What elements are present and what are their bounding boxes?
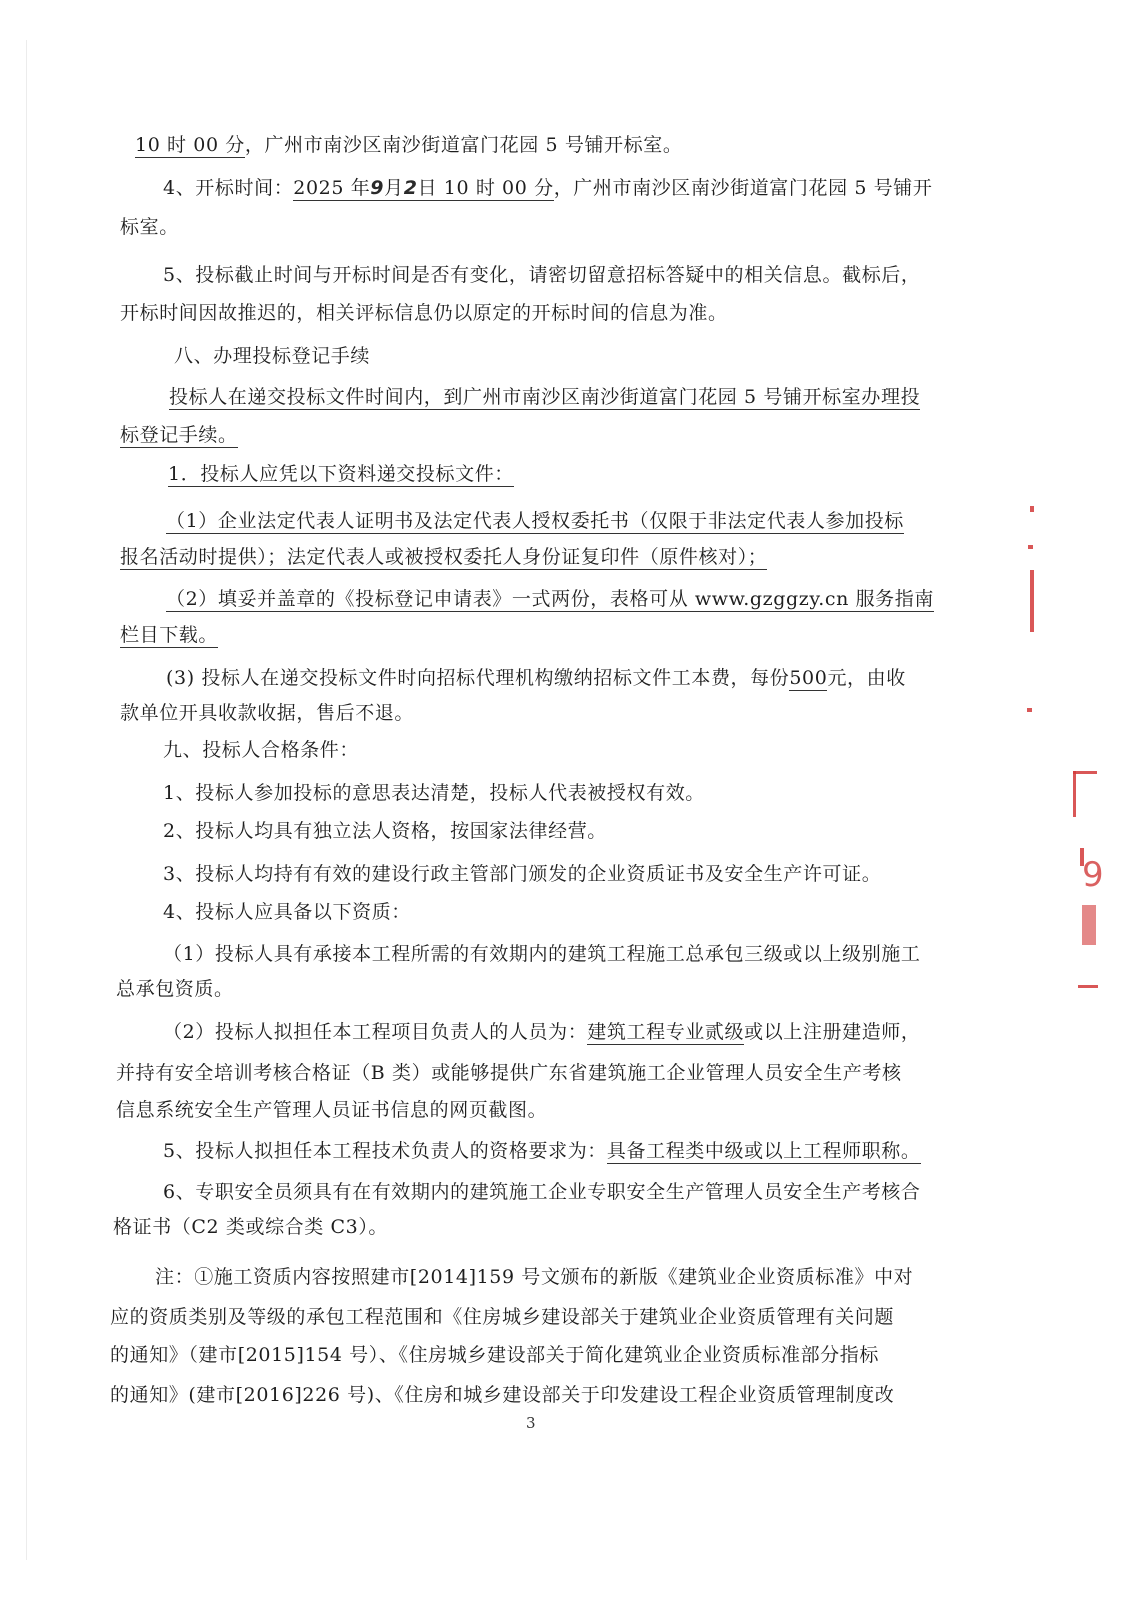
handwritten-month: 9	[370, 177, 385, 199]
section-heading: 九、投标人合格条件：	[163, 739, 360, 761]
text-line: （1）投标人具有承接本工程所需的有效期内的建筑工程施工总承包三级或以上级别施工	[163, 943, 921, 965]
underlined-text: 1．投标人应凭以下资料递交投标文件：	[168, 463, 514, 485]
text-span: 4、开标时间：	[163, 177, 294, 199]
text-span: ，广州市南沙区南沙街道富门花园 5 号铺开	[553, 177, 933, 199]
text-line	[163, 1138, 921, 1164]
note-line: 应的资质类别及等级的承包工程范围和《住房城乡建设部关于建筑业企业资质管理有关问题	[110, 1306, 895, 1328]
underlined-text: （1）企业法定代表人证明书及法定代表人授权委托书（仅限于非法定代表人参加投标	[166, 510, 904, 532]
seal-fragment	[1030, 506, 1034, 512]
text-line	[120, 622, 218, 648]
text-line	[166, 665, 906, 691]
text-line	[166, 508, 904, 534]
underlined-value: 建筑工程专业贰级	[587, 1021, 745, 1043]
text-line	[166, 586, 934, 612]
text-line: 6、专职安全员须具有在有效期内的建筑施工企业专职安全生产管理人员安全生产考核合	[163, 1181, 921, 1203]
note-line: 的通知》(建市[2016]226 号)、《住房和城乡建设部关于印发建设工程企业资质管理制度改	[110, 1384, 895, 1406]
text-line: 格证书（C2 类或综合类 C3）。	[113, 1216, 389, 1238]
section-heading: 八、办理投标登记手续	[174, 345, 371, 367]
text-line: 2、投标人均具有独立法人资格，按国家法律经营。	[163, 820, 607, 842]
handwritten-day: 2	[403, 177, 418, 199]
text-span: 日 10 时 00 分	[417, 177, 554, 199]
text-line: 5、投标截止时间与开标时间是否有变化，请密切留意招标答疑中的相关信息。截标后，	[163, 264, 921, 286]
text-line: 3、投标人均持有有效的建设行政主管部门颁发的企业资质证书及安全生产许可证。	[163, 863, 882, 885]
note-line: 注：①施工资质内容按照建市[2014]159 号文颁布的新版《建筑业企业资质标准》中对	[155, 1266, 914, 1288]
text-line: 4、投标人应具备以下资质：	[163, 901, 411, 923]
seal-fragment	[1027, 708, 1032, 712]
seal-fragment	[1082, 905, 1096, 945]
text-line: 标室。	[120, 216, 179, 238]
text-span: 或以上注册建造师，	[744, 1021, 921, 1043]
text-span: （2）投标人拟担任本工程项目负责人的人员为：	[163, 1021, 588, 1043]
text-line: 总承包资质。	[116, 978, 234, 1000]
text-line	[163, 1019, 921, 1045]
underlined-value: 10 时 00 分	[135, 134, 245, 156]
seal-fragment	[1030, 570, 1034, 632]
text-line	[120, 422, 238, 448]
text-line	[120, 544, 767, 570]
text-span: 元，由收	[827, 667, 906, 689]
page-number: 3	[526, 1414, 536, 1432]
underlined-text: 投标人在递交投标文件时间内，到广州市南沙区南沙街道富门花园 5 号铺开标室办理投	[169, 386, 921, 408]
text-span: 5、投标人拟担任本工程技术负责人的资格要求为：	[163, 1140, 607, 1162]
text-line: 1、投标人参加投标的意思表达清楚，投标人代表被授权有效。	[163, 782, 705, 804]
underlined-text: （2）填妥并盖章的《投标登记申请表》一式两份，表格可从 www.gzggzy.cn 服务指南	[166, 588, 934, 610]
underlined-text: 标登记手续。	[120, 424, 238, 446]
seal-fragment	[1073, 771, 1076, 817]
text-span: (3) 投标人在递交投标文件时向招标代理机构缴纳招标文件工本费，每份	[166, 667, 790, 689]
text-span: ，广州市南沙区南沙街道富门花园 5 号铺开标室。	[244, 134, 683, 156]
text-line	[169, 384, 920, 410]
seal-fragment	[1078, 985, 1098, 988]
note-line: 的通知》（建市[2015]154 号）、《住房城乡建设部关于简化建筑业企业资质标准部分指标	[110, 1344, 879, 1366]
underlined-value: 500	[789, 667, 828, 689]
seal-fragment-glyph: 9	[1082, 855, 1104, 895]
text-line	[168, 461, 514, 487]
underlined-value	[293, 177, 553, 201]
seal-fragment	[1073, 771, 1097, 774]
underlined-text: 报名活动时提供）；法定代表人或被授权委托人身份证复印件（原件核对）；	[120, 546, 768, 568]
scan-fold-line	[26, 40, 27, 1560]
text-line	[163, 175, 932, 201]
text-line: 信息系统安全生产管理人员证书信息的网页截图。	[116, 1099, 548, 1121]
seal-fragment	[1028, 545, 1033, 549]
text-line	[135, 132, 682, 158]
text-span: 月	[384, 177, 404, 199]
underlined-value: 具备工程类中级或以上工程师职称。	[606, 1140, 921, 1162]
text-line: 并持有安全培训考核合格证（B 类）或能够提供广东省建筑施工企业管理人员安全生产考核	[116, 1062, 902, 1084]
text-line: 款单位开具收款收据，售后不退。	[120, 702, 415, 724]
text-line: 开标时间因故推迟的，相关评标信息仍以原定的开标时间的信息为准。	[120, 302, 728, 324]
text-span: 2025 年	[293, 177, 371, 199]
underlined-text: 栏目下载。	[120, 624, 219, 646]
